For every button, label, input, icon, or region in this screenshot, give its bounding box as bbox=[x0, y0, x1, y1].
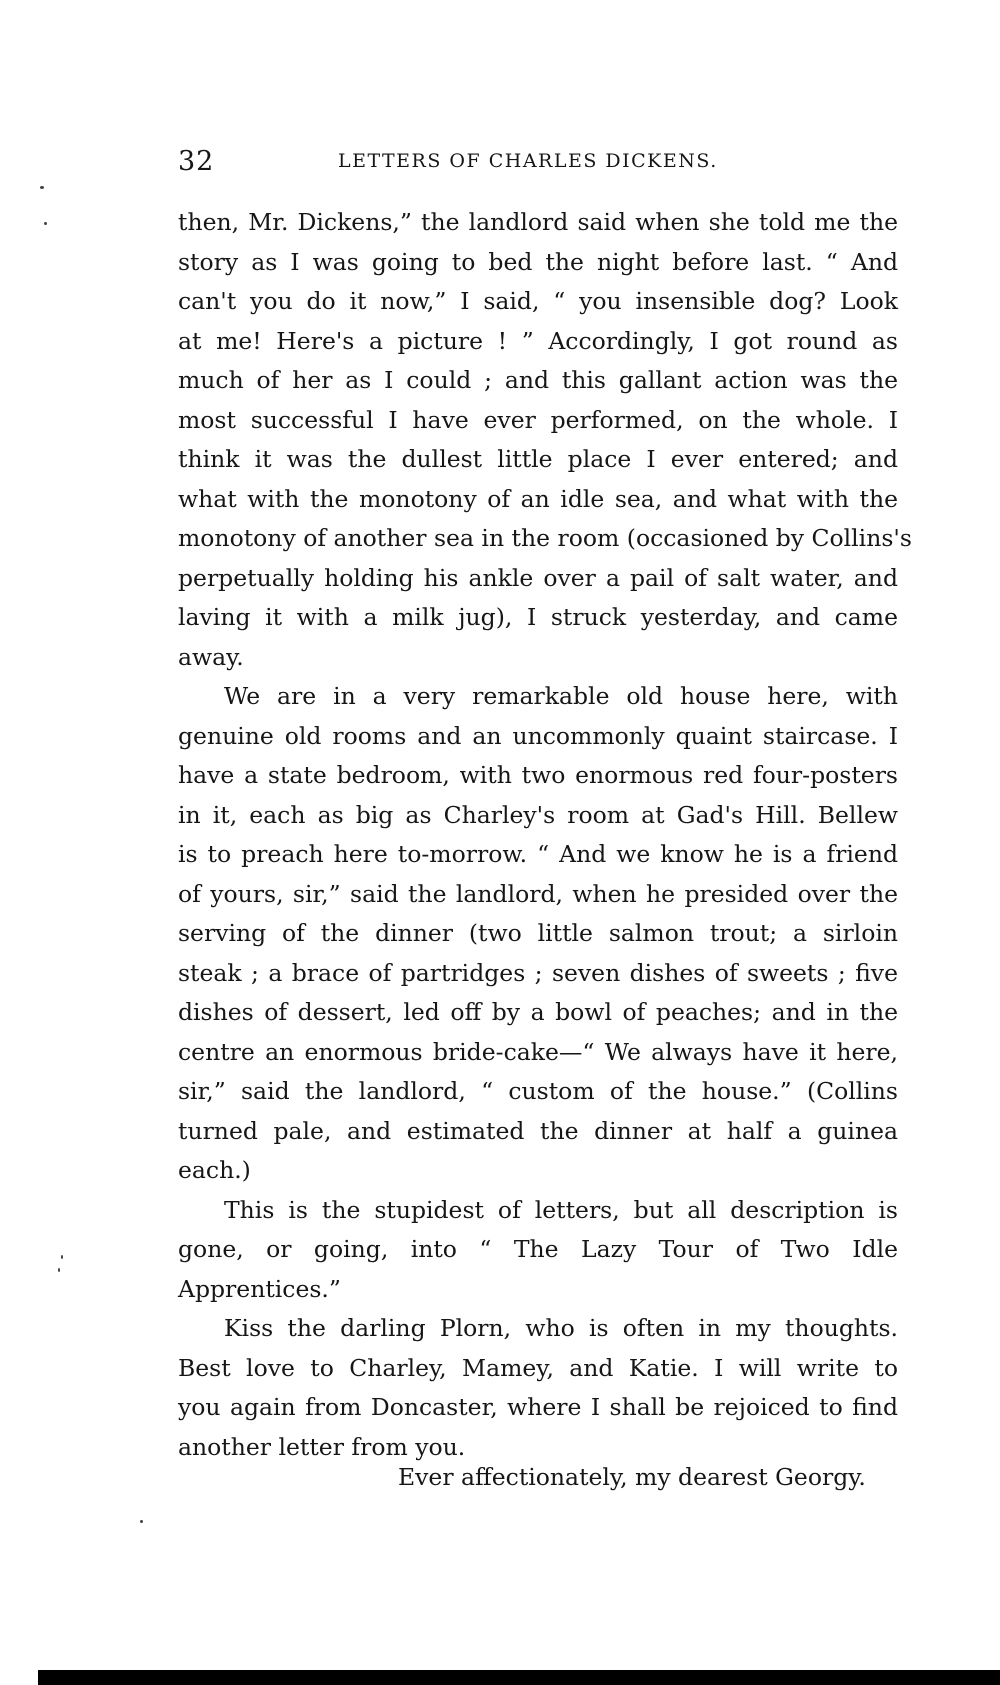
text-line: is to preach here to-morrow. “ And we know he is a friend bbox=[178, 840, 898, 868]
text-line: another letter from you. bbox=[178, 1432, 466, 1461]
page-number: 32 bbox=[178, 146, 215, 177]
page-header bbox=[178, 146, 898, 180]
text-line: laving it with a milk jug), I struck yesterday, and came bbox=[178, 603, 898, 631]
text-line: dishes of dessert, led off by a bowl of peaches; and in the bbox=[178, 998, 898, 1026]
text-line: monotony of another sea in the room (occasioned by Collins's bbox=[178, 524, 912, 552]
text-line: story as I was going to bed the night before last. “ And bbox=[178, 247, 898, 276]
text-line: sir,” said the landlord, “ custom of the house.” (Collins bbox=[178, 1077, 898, 1105]
text-line: much of her as I could ; and this gallant action was the bbox=[178, 366, 898, 394]
text-line: then, Mr. Dickens,” the landlord said when she told me the bbox=[178, 208, 898, 236]
text-line: what with the monotony of an idle sea, and what with the bbox=[178, 484, 898, 513]
text-line: at me! Here's a picture ! ” Accordingly, I got round as bbox=[178, 326, 898, 355]
text-line: We are in a very remarkable old house here, with bbox=[224, 682, 898, 710]
text-line: perpetually holding his ankle over a pail of salt water, and bbox=[178, 563, 898, 592]
text-line: This is the stupidest of letters, but all description is bbox=[224, 1195, 898, 1224]
paragraph bbox=[178, 677, 898, 1191]
scan-speck bbox=[40, 186, 44, 189]
text-line: can't you do it now,” I said, “ you insensible dog? Look bbox=[178, 287, 898, 315]
text-line: in it, each as big as Charley's room at Gad's Hill. Bellew bbox=[178, 800, 898, 829]
text-line: genuine old rooms and an uncommonly quaint staircase. I bbox=[178, 721, 898, 750]
paragraph bbox=[178, 1191, 898, 1310]
text-line: each.) bbox=[178, 1156, 251, 1184]
text-line: turned pale, and estimated the dinner at half a guinea bbox=[178, 1116, 898, 1145]
text-line: have a state bedroom, with two enormous red four-posters bbox=[178, 761, 898, 789]
text-line: of yours, sir,” said the landlord, when he presided over the bbox=[178, 879, 898, 908]
text-line: Kiss the darling Plorn, who is often in my thoughts. bbox=[224, 1314, 898, 1342]
letter-body bbox=[178, 203, 912, 1467]
text-line: serving of the dinner (two little salmon trout; a sirloin bbox=[178, 919, 898, 947]
running-title: LETTERS OF CHARLES DICKENS. bbox=[338, 150, 718, 172]
scan-edge-bar bbox=[38, 1670, 1000, 1685]
paragraph bbox=[178, 1309, 898, 1467]
text-line: Apprentices.” bbox=[178, 1274, 341, 1303]
text-line: Best love to Charley, Mamey, and Katie. I will write to bbox=[178, 1353, 898, 1382]
closing-salutation: Ever affectionately, my dearest Georgy. bbox=[398, 1463, 866, 1491]
text-line: steak ; a brace of partridges ; seven dishes of sweets ; five bbox=[178, 958, 898, 987]
scan-speck bbox=[140, 1520, 143, 1523]
scan-speck bbox=[61, 1255, 63, 1259]
paragraph bbox=[178, 203, 912, 677]
text-line: you again from Doncaster, where I shall be rejoiced to find bbox=[178, 1393, 898, 1421]
scan-speck bbox=[44, 222, 47, 225]
text-line: away. bbox=[178, 642, 244, 671]
scan-speck bbox=[58, 1268, 60, 1272]
text-line: gone, or going, into “ The Lazy Tour of Two Idle bbox=[178, 1235, 898, 1263]
text-line: centre an enormous bride-cake—“ We always have it here, bbox=[178, 1037, 898, 1066]
text-line: think it was the dullest little place I ever entered; and bbox=[178, 445, 898, 473]
text-line: most successful I have ever performed, on the whole. I bbox=[178, 405, 898, 434]
